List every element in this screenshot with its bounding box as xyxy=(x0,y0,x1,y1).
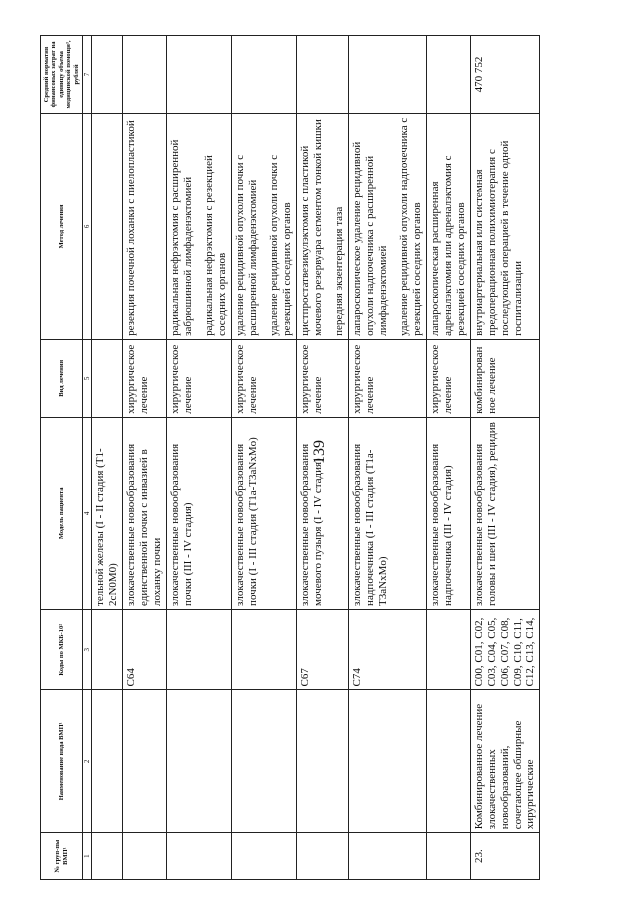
treatment-method-cell xyxy=(426,113,470,339)
method-item: цистпростатвезикулэктомия с пластикой мочевого резервуара сегментом тонкой кишки xyxy=(298,119,324,336)
method-item: удаление рецидивной опухоли надпочечника с резекцией соседних органов xyxy=(397,117,423,336)
rotated-table-sheet xyxy=(40,35,600,880)
header-treatment-type: Вид лечения xyxy=(41,339,83,417)
column-number: 3 xyxy=(83,609,92,690)
treatment-method-cell xyxy=(232,113,297,339)
treatment-method-cell xyxy=(470,113,540,339)
patient-model-cell: злокачественные новообразования надпочечника (III - IV стадия) xyxy=(426,417,470,609)
treatment-method-cell xyxy=(348,113,426,339)
table-row xyxy=(167,36,232,880)
column-number: 6 xyxy=(83,113,92,339)
treatment-type-cell: хирургическое лечение xyxy=(167,339,232,417)
vmp-name-cell: Комбинированное лечение злокачественных новообразований, сочетающее обширные хирургические xyxy=(470,690,540,833)
table-row xyxy=(470,36,540,880)
column-number: 2 xyxy=(83,690,92,833)
method-item: радикальная нефрэктомия с резекцией соседних органов xyxy=(203,155,229,336)
page-number: 139 xyxy=(311,440,328,464)
patient-model-cell: злокачественные новообразования надпочечника (I - III стадия (T1a-T3aNxMo) xyxy=(348,417,426,609)
patient-model-cell: злокачественные новообразования почки (III - IV стадия) xyxy=(167,417,232,609)
header-group-number: № груп-пы ВМП¹ xyxy=(41,833,83,880)
patient-model-cell: злокачественные новообразования мочевого пузыря (I - IV стадия) xyxy=(296,417,348,609)
column-number: 1 xyxy=(83,833,92,880)
table-row xyxy=(92,36,123,880)
treatment-type-cell: хирургическое лечение xyxy=(296,339,348,417)
patient-model-cell: злокачественные новообразования почки (I - III стадия (T1a-T3aNxMo) xyxy=(232,417,297,609)
method-item: резекция почечной лоханки с пиелопластикой xyxy=(125,120,138,336)
header-cost-norm: Средний норматив финансовых затрат на единицу объема медицинской помощи³, рублей xyxy=(41,36,83,114)
treatment-method-cell xyxy=(296,113,348,339)
treatment-type-cell: хирургическое лечение xyxy=(232,339,297,417)
header-icd-codes: Коды по МКБ-10² xyxy=(41,609,83,690)
header-row xyxy=(41,36,83,880)
method-item: передняя экзентерация таза xyxy=(332,206,345,336)
vmp-table xyxy=(40,35,540,880)
group-number-cell: 23. xyxy=(470,833,540,880)
column-number: 5 xyxy=(83,339,92,417)
table-row xyxy=(296,36,348,880)
method-item: лапароскопическое удаление рецидивной опухоли надпочечника с расширенной лимфаденэктомией xyxy=(350,141,389,336)
patient-model-cell: тельной железы (I - II стадия (T1-2cN0M0) xyxy=(92,417,123,609)
treatment-method-cell xyxy=(123,113,167,339)
icd-code-cell: C67 xyxy=(296,609,348,690)
patient-model-cell: злокачественные новообразования головы и шеи (III - IV стадия), рецидив xyxy=(470,417,540,609)
icd-code-cell: C74 xyxy=(348,609,426,690)
treatment-type-cell: хирургическое лечение xyxy=(123,339,167,417)
treatment-type-cell: хирургическое лечение xyxy=(426,339,470,417)
header-treatment-method: Метод лечения xyxy=(41,113,83,339)
header-vmp-name: Наименование вида ВМП¹ xyxy=(41,690,83,833)
icd-code-cell: C64 xyxy=(123,609,167,690)
method-item: лапароскопическая расширенная адреналэктомия или адреналэктомия с резекцией соседних органов xyxy=(428,155,467,336)
method-item: удаление рецидивной опухоли почки с расширенной лимфаденэктомией xyxy=(234,154,260,336)
table-row xyxy=(348,36,426,880)
treatment-type-cell: хирургическое лечение xyxy=(348,339,426,417)
table-row xyxy=(426,36,470,880)
column-number: 7 xyxy=(83,36,92,114)
column-number: 4 xyxy=(83,417,92,609)
column-number-row xyxy=(83,36,92,880)
table-row xyxy=(123,36,167,880)
table-row xyxy=(232,36,297,880)
method-item: внутриартериальная или системная предоперационная полихимиотерапия с последующей операцией в течение одной госпитализации xyxy=(472,140,524,336)
header-patient-model: Модель пациента xyxy=(41,417,83,609)
cost-norm-cell: 470 752 xyxy=(470,36,540,114)
patient-model-cell: злокачественные новообразования единственной почки с инвазией в лоханку почки xyxy=(123,417,167,609)
method-item: радикальная нефрэктомия с расширенной забрюшинной лимфаденэктомией xyxy=(169,139,195,336)
icd-code-cell: C00, C01, C02, C03, C04, C05, C06, C07, C08, C09, C10, C11, C12, C13, C14, xyxy=(470,609,540,690)
treatment-method-cell xyxy=(167,113,232,339)
method-item: удаление рецидивной опухоли почки с резекцией соседних органов xyxy=(268,154,293,336)
treatment-type-cell: комбинированное лечение xyxy=(470,339,540,417)
